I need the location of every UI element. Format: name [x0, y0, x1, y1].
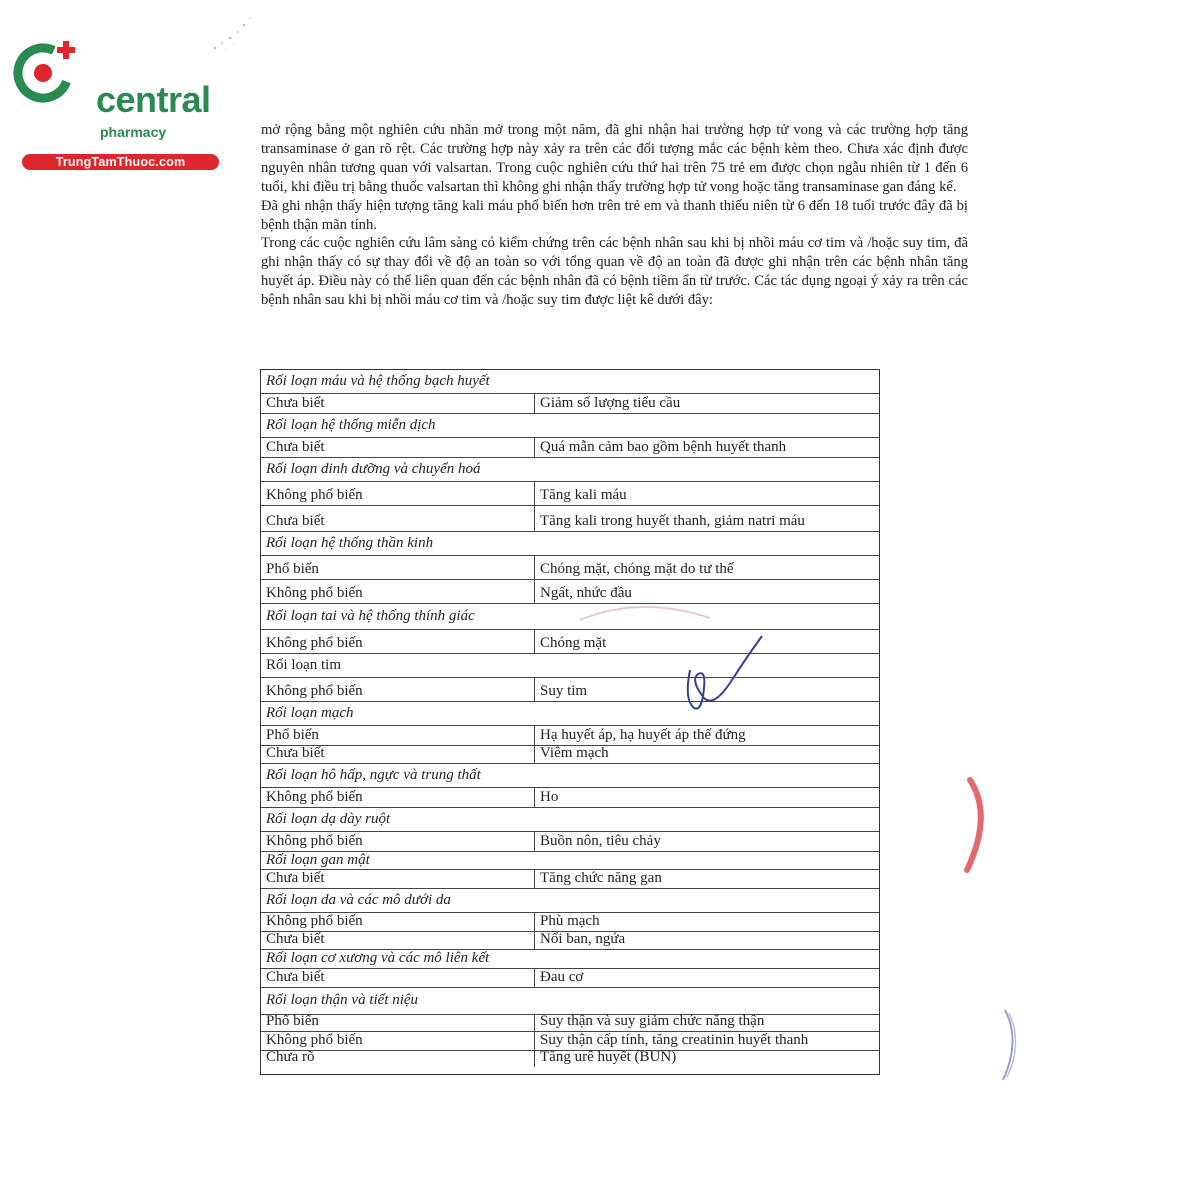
category-label: Rối loạn thận và tiết niệu: [266, 992, 419, 1008]
effect-cell: Chóng mặt, chóng mặt do tư thế: [540, 561, 734, 577]
category-label: Rối loạn da và các mô dưới da: [266, 891, 451, 908]
effect-cell: Viêm mạch: [540, 746, 609, 761]
paragraph: mở rộng bằng một nghiên cứu nhãn mở trong một năm, đã ghi nhận hai trường hợp tử vong và các trường hợp tăng transaminase ở gan rõ rệt. Các trường hợp này xảy ra trên các đối tượng mắc các bệnh kèm theo. Chưa xác định được nguyên nhân tương quan với valsartan. Trong cuộc nghiên cứu thứ hai trên 75 trẻ em được chọn ngẫu nhiên từ 1 đến 6 tuổi, khi điều trị bằng thuốc valsartan thì không ghi nhận thấy trường hợp tử vong hoặc tăng transaminase gan đáng kể.: [261, 122, 968, 195]
table-row: [261, 556, 879, 580]
table-row: [261, 1015, 879, 1032]
category-label: Rối loạn dinh dưỡng và chuyển hoá: [266, 460, 481, 477]
table-row: [261, 482, 879, 506]
table-row: [261, 1051, 879, 1067]
frequency-cell: Phổ biến: [261, 1015, 535, 1031]
blue-stamp-edge-mark: [995, 1005, 1025, 1085]
brand-logo[interactable]: [10, 36, 225, 169]
frequency-cell: Không phổ biến: [261, 788, 535, 807]
red-stamp-edge-mark: [955, 775, 995, 875]
frequency-cell: Không phổ biến: [261, 913, 535, 931]
category-label: Rối loạn tim: [266, 656, 341, 673]
effect-cell: Suy tim: [540, 683, 588, 699]
frequency-cell: Chưa biết: [261, 506, 535, 531]
table-category-row: [261, 414, 879, 438]
frequency-cell: Chưa biết: [261, 438, 535, 457]
effect-cell: Ho: [540, 789, 559, 805]
frequency-cell: Chưa biết: [261, 932, 535, 949]
table-category-row: [261, 808, 879, 832]
table-row: [261, 932, 879, 950]
table-row: [261, 438, 879, 458]
effect-cell: Đau cơ: [540, 969, 584, 985]
table-category-row: [261, 702, 879, 726]
category-label: Rối loạn hệ thống miễn dịch: [266, 416, 436, 433]
frequency-cell: Chưa biết: [261, 969, 535, 987]
frequency-cell: Không phổ biến: [261, 482, 535, 505]
table-row: [261, 969, 879, 988]
table-row: [261, 870, 879, 889]
table-row: [261, 394, 879, 414]
effect-cell: Buồn nôn, tiêu chảy: [540, 833, 661, 849]
table-category-row: [261, 889, 879, 913]
table-row: [261, 506, 879, 532]
table-category-row: [261, 988, 879, 1015]
effect-cell: Suy thận và suy giảm chức năng thận: [540, 1015, 765, 1029]
table-row: [261, 630, 879, 654]
table-row: [261, 580, 879, 604]
central-pharmacy-logo-icon: [10, 36, 80, 106]
category-label: Rối loạn tai và hệ thống thính giác: [266, 607, 475, 624]
frequency-cell: Không phổ biến: [261, 580, 535, 603]
frequency-cell: Chưa biết: [261, 394, 535, 413]
frequency-cell: Không phổ biến: [261, 630, 535, 653]
effect-cell: Phù mạch: [540, 913, 600, 929]
effect-cell: Tăng urê huyết (BUN): [540, 1051, 677, 1065]
adverse-effects-table: [260, 369, 880, 1075]
table-row: [261, 746, 879, 764]
category-label: Rối loạn máu và hệ thống bạch huyết: [266, 372, 490, 389]
table-row: [261, 678, 879, 702]
paragraph: Trong các cuộc nghiên cứu lâm sàng có kiểm chứng trên các bệnh nhân sau khi bị nhồi máu cơ tim và /hoặc suy tim, đã ghi nhận thấy có sự thay đổi về độ an toàn so với tổng quan về độ an toàn đã được ghi nhận trên các bệnh nhân tăng huyết áp. Điều này có thể liên quan đến các bệnh nhân đã có bệnh tiềm ẩn từ trước. Các tác dụng ngoại ý xảy ra trên các bệnh nhân sau khi bị nhồi máu cơ tim và /hoặc suy tim được liệt kê dưới đây:: [261, 235, 968, 309]
table-category-row: [261, 370, 879, 394]
frequency-cell: Chưa biết: [261, 870, 535, 888]
brand-url-badge[interactable]: TrungTamThuoc.com: [22, 154, 219, 170]
effect-cell: Tăng chức năng gan: [540, 870, 662, 886]
category-label: Rối loạn dạ dày ruột: [266, 810, 391, 827]
frequency-cell: Phổ biến: [261, 556, 535, 579]
table-row: [261, 726, 879, 746]
effect-cell: Hạ huyết áp, hạ huyết áp thế đứng: [540, 727, 746, 743]
paragraph: Đã ghi nhận thấy hiện tượng tăng kali máu phổ biến hơn trên trẻ em và thanh thiếu niên từ 6 đến 18 tuổi trước đây đã bị bệnh thận mãn tính.: [261, 197, 968, 233]
frequency-cell: Chưa rõ: [261, 1051, 535, 1067]
effect-cell: Giảm số lượng tiểu cầu: [540, 395, 681, 411]
category-label: Rối loạn hệ thống thần kinh: [266, 534, 434, 551]
effect-cell: Suy thận cấp tính, tăng creatinin huyết thanh: [540, 1032, 809, 1048]
table-category-row: [261, 852, 879, 870]
category-label: Rối loạn mạch: [266, 704, 354, 721]
brand-name: central: [96, 79, 211, 120]
sparkle-decoration-icon: [200, 10, 260, 60]
frequency-cell: Không phổ biến: [261, 832, 535, 851]
brand-subtitle: pharmacy: [100, 124, 167, 140]
table-category-row: [261, 764, 879, 788]
effect-cell: Nổi ban, ngứa: [540, 932, 626, 947]
effect-cell: Chóng mặt: [540, 635, 607, 651]
frequency-cell: Không phổ biến: [261, 678, 535, 701]
document-body-text: [261, 121, 968, 310]
category-label: Rối loạn gan mật: [266, 852, 370, 868]
table-category-row: [261, 604, 879, 630]
effect-cell: Quá mẫn cảm bao gồm bệnh huyết thanh: [540, 439, 787, 455]
frequency-cell: Chưa biết: [261, 746, 535, 763]
category-label: Rối loạn hô hấp, ngực và trung thất: [266, 766, 481, 783]
effect-cell: Tăng kali máu: [540, 487, 627, 503]
table-row: [261, 788, 879, 808]
frequency-cell: Không phổ biến: [261, 1032, 535, 1050]
table-row: [261, 913, 879, 932]
effect-cell: Tăng kali trong huyết thanh, giảm natri máu: [540, 513, 805, 529]
table-row: [261, 1032, 879, 1051]
table-category-row: [261, 458, 879, 482]
table-category-row: [261, 950, 879, 969]
frequency-cell: Phổ biến: [261, 726, 535, 745]
effect-cell: Ngất, nhức đầu: [540, 585, 632, 601]
category-label: Rối loạn cơ xương và các mô liên kết: [266, 950, 490, 966]
table-category-row: [261, 532, 879, 556]
table-category-row: [261, 654, 879, 678]
table-row: [261, 832, 879, 852]
